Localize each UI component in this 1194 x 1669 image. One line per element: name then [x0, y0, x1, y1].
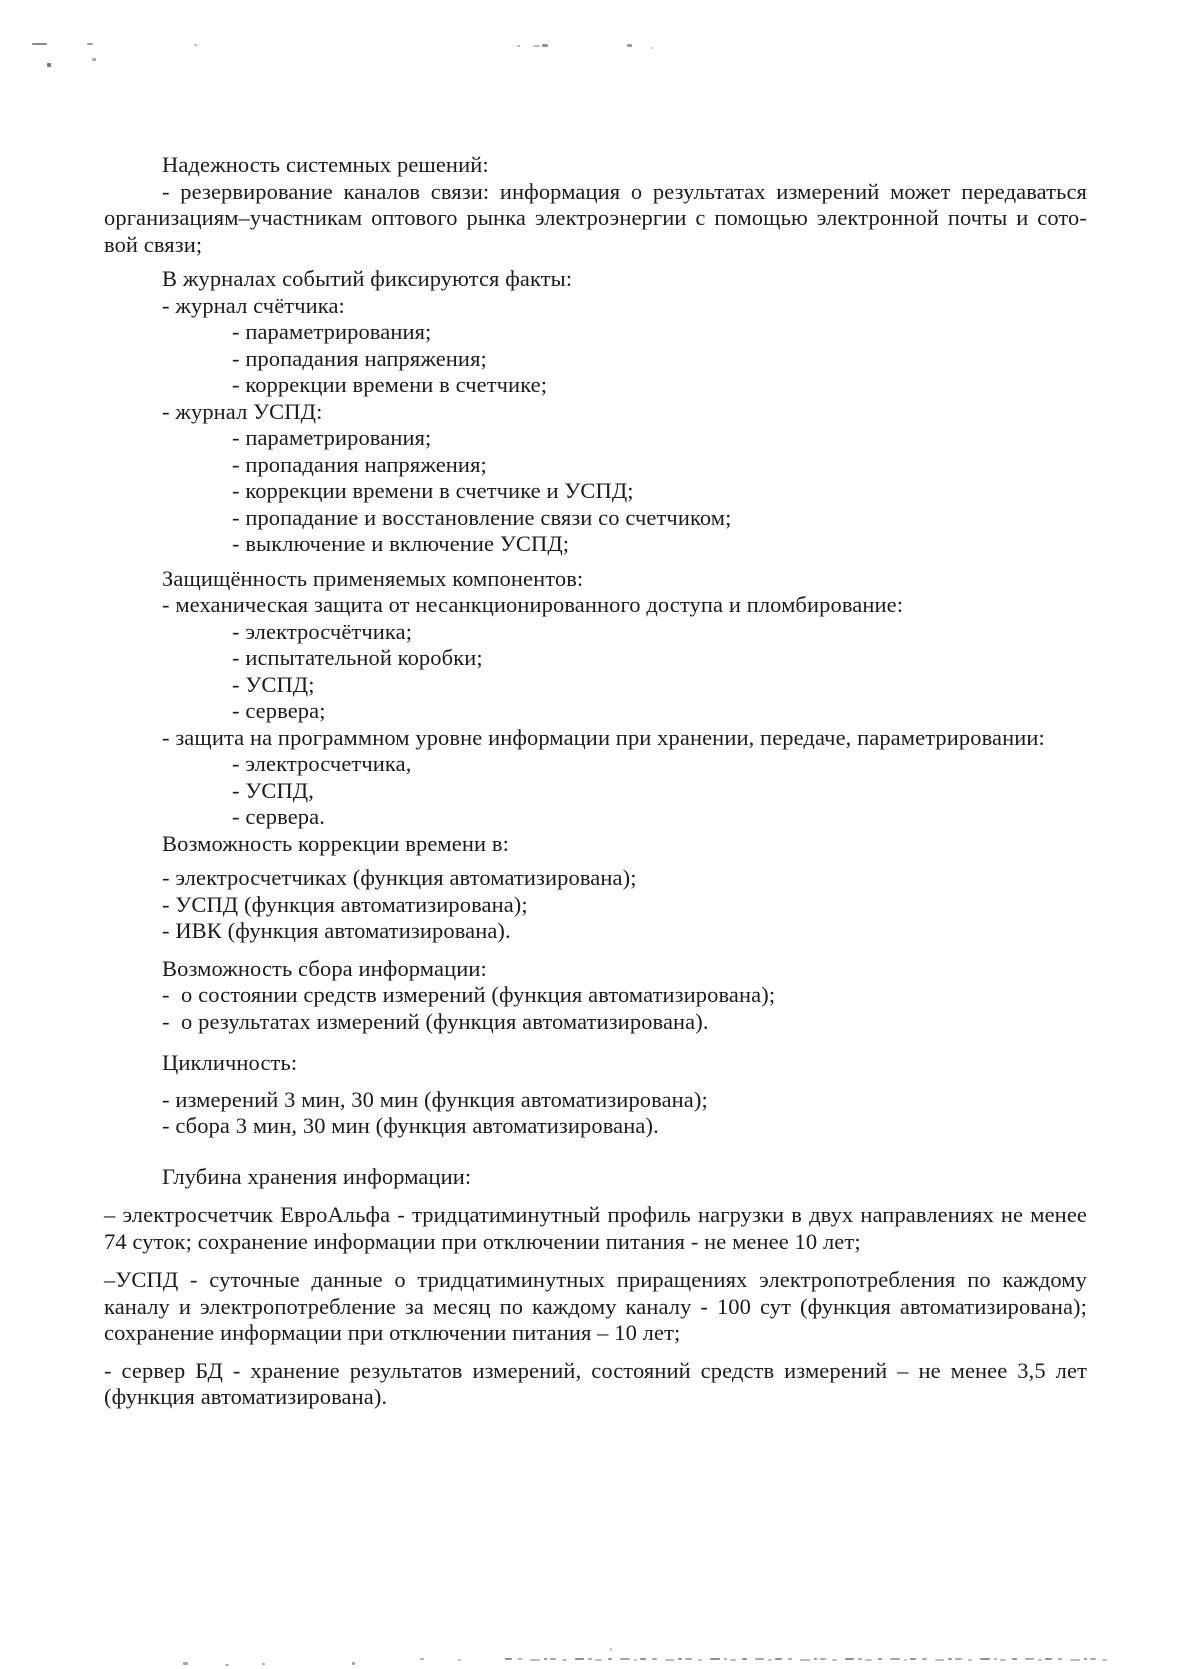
text-line: - журнал УСПД: — [162, 398, 323, 424]
text-line: - пропадание и восстановление связи со счетчиком; — [232, 504, 732, 530]
noise-dash — [948, 1658, 952, 1660]
noise-dash — [865, 1659, 872, 1661]
text-line: Возможность сбора информации: — [162, 955, 487, 981]
noise-dash — [890, 1658, 900, 1660]
text-line: Глубина хранения информации: — [162, 1163, 472, 1189]
section-storage-depth — [104, 1164, 1087, 1411]
section-cyclicity — [104, 1050, 1087, 1140]
text-line: Возможность коррекции времени в: — [162, 830, 509, 856]
noise-dash — [665, 1659, 674, 1661]
noise-dash — [800, 1659, 810, 1661]
noise-dash — [588, 1658, 592, 1660]
noise-dash — [742, 1658, 747, 1660]
text-line: - механическая защита от несанкционированного доступа и пломбирование: — [162, 592, 904, 617]
noise-dash — [755, 1658, 764, 1660]
text-line: вой связи; — [104, 231, 203, 257]
noise-dash — [530, 1659, 540, 1661]
noise-dash — [678, 1658, 682, 1660]
text-line: сохранение информации при отключении питания – 10 лет; — [104, 1320, 681, 1345]
noise-speck — [225, 1664, 229, 1666]
text-line: - защита на программном уровне информации при хранении, передаче, параметрировании: — [162, 724, 1045, 750]
noise-dash — [814, 1658, 817, 1660]
section-reliability — [104, 152, 1087, 258]
text-line: - электросчётчика; — [232, 618, 413, 644]
noise-dash — [685, 1658, 692, 1660]
noise-dash — [1084, 1658, 1087, 1660]
noise-dash — [562, 1659, 567, 1661]
noise-dash — [698, 1659, 702, 1661]
noise-speck — [517, 45, 520, 47]
text-line: - о результатах измерений (функция автоматизирована). — [162, 1008, 709, 1034]
section-info-collection — [104, 956, 1087, 1036]
noise-dash — [980, 1658, 990, 1660]
noise-dash — [858, 1658, 862, 1660]
noise-speck — [92, 58, 96, 61]
text-line: - резервирование каналов связи: информация о результатах измерений может передаваться — [162, 178, 1087, 204]
noise-dash — [1070, 1659, 1080, 1661]
text-line: - сервера; — [232, 698, 326, 723]
noise-dash — [935, 1659, 944, 1661]
noise-dash — [730, 1659, 736, 1661]
text-line: Цикличность: — [162, 1050, 298, 1075]
text-line: - сбора 3 мин, 30 мин (функция автоматизирована). — [162, 1113, 659, 1138]
noise-speck — [627, 44, 632, 47]
noise-speck — [458, 1659, 461, 1661]
noise-speck — [47, 63, 51, 67]
document-text — [104, 152, 1087, 1411]
text-line: –УСПД - суточные данные о тридцатиминутных приращениях электропотребления по каждому — [104, 1267, 1087, 1292]
text-line: – электросчетчик ЕвроАльфа - тридцатиминутный профиль нагрузки в двух направлениях не менее — [104, 1202, 1087, 1227]
noise-dash — [608, 1658, 612, 1660]
text-line: В журналах событий фиксируются факты: — [162, 266, 573, 291]
text-line: организациям–участникам оптового рынка электроэнергии с помощью электронной почты и сото- — [104, 205, 1087, 230]
text-line: - электросчетчиках (функция автоматизирована); — [162, 865, 637, 890]
noise-dash — [634, 1659, 637, 1661]
noise-dash — [652, 1658, 657, 1660]
noise-speck — [420, 1658, 424, 1660]
noise-speck — [533, 45, 540, 47]
noise-speck — [651, 47, 653, 49]
noise-dash — [820, 1658, 826, 1660]
noise-speck — [352, 1662, 355, 1665]
noise-dash — [955, 1658, 962, 1660]
noise-speck — [32, 43, 47, 45]
noise-dash — [505, 1658, 512, 1660]
text-line: - УСПД; — [232, 671, 315, 697]
text-line: - коррекции времени в счетчике и УСПД; — [232, 478, 634, 503]
text-line: - электросчетчика, — [232, 751, 412, 776]
noise-dash — [994, 1658, 997, 1660]
noise-dash — [768, 1659, 772, 1661]
text-line: каналу и электропотребление за месяц по каждому каналу - 100 сут (функция автоматизирована); — [104, 1293, 1087, 1319]
text-line: - параметрирования; — [232, 425, 432, 450]
noise-dash — [640, 1658, 646, 1660]
noise-dash — [1102, 1659, 1107, 1661]
section-component-protection — [104, 566, 1087, 831]
noise-dash — [1058, 1658, 1062, 1660]
section-event-journals — [104, 266, 1087, 558]
text-line: - ИВК (функция автоматизирована). — [162, 918, 511, 943]
noise-dash — [1038, 1659, 1042, 1661]
noise-dash — [910, 1658, 916, 1660]
text-line: - УСПД (функция автоматизирована); — [162, 891, 528, 917]
text-line: Защищённость применяемых компонентов: — [162, 565, 584, 591]
noise-dash — [904, 1659, 907, 1661]
noise-dash — [832, 1659, 837, 1661]
noise-dash — [710, 1658, 720, 1660]
noise-speck — [610, 1648, 612, 1651]
noise-dash — [1000, 1659, 1006, 1661]
text-line: - пропадания напряжения; — [232, 451, 487, 477]
noise-dash — [788, 1658, 792, 1660]
text-line: Надежность системных решений: — [162, 152, 489, 177]
noise-dash — [878, 1658, 882, 1660]
noise-dash — [550, 1658, 556, 1660]
text-line: - УСПД, — [232, 777, 314, 803]
noise-dash — [595, 1659, 602, 1661]
text-line: - выключение и включение УСПД; — [232, 531, 570, 556]
noise-speck — [183, 1662, 188, 1665]
text-line: - испытательной коробки; — [232, 645, 483, 670]
noise-speck — [194, 44, 197, 46]
noise-speck — [87, 43, 93, 45]
text-line: - пропадания напряжения; — [232, 345, 487, 371]
noise-dash — [1045, 1658, 1052, 1660]
text-line: - коррекции времени в счетчике; — [232, 372, 548, 397]
noise-dash — [518, 1658, 522, 1660]
noise-dash — [775, 1658, 782, 1660]
text-line: - о состоянии средств измерений (функция автоматизирована); — [162, 982, 776, 1007]
text-line: 74 суток; сохранение информации при отключении питания - не менее 10 лет; — [104, 1228, 861, 1254]
noise-dash — [845, 1658, 854, 1660]
text-line: - сервер БД - хранение результатов измерений, состояний средств измерений – не менее 3,5 лет — [104, 1357, 1087, 1383]
noise-dash — [575, 1658, 584, 1660]
noise-dash — [1090, 1658, 1096, 1660]
noise-dash — [968, 1659, 972, 1661]
noise-dash — [620, 1658, 630, 1660]
text-line: - измерений 3 мин, 30 мин (функция автоматизирована); — [162, 1086, 708, 1112]
text-line: - параметрирования; — [232, 319, 432, 344]
noise-speck — [262, 1663, 265, 1665]
text-line: - журнал счётчика: — [162, 292, 345, 318]
noise-dash — [724, 1658, 727, 1660]
noise-dash — [544, 1658, 547, 1660]
text-line: - сервера. — [232, 804, 325, 829]
noise-dash — [1025, 1658, 1034, 1660]
noise-speck — [542, 44, 548, 47]
text-line: (функция автоматизирована). — [104, 1384, 388, 1409]
noise-dash — [1012, 1658, 1017, 1660]
noise-dash — [922, 1658, 927, 1660]
section-time-correction — [104, 831, 1087, 945]
